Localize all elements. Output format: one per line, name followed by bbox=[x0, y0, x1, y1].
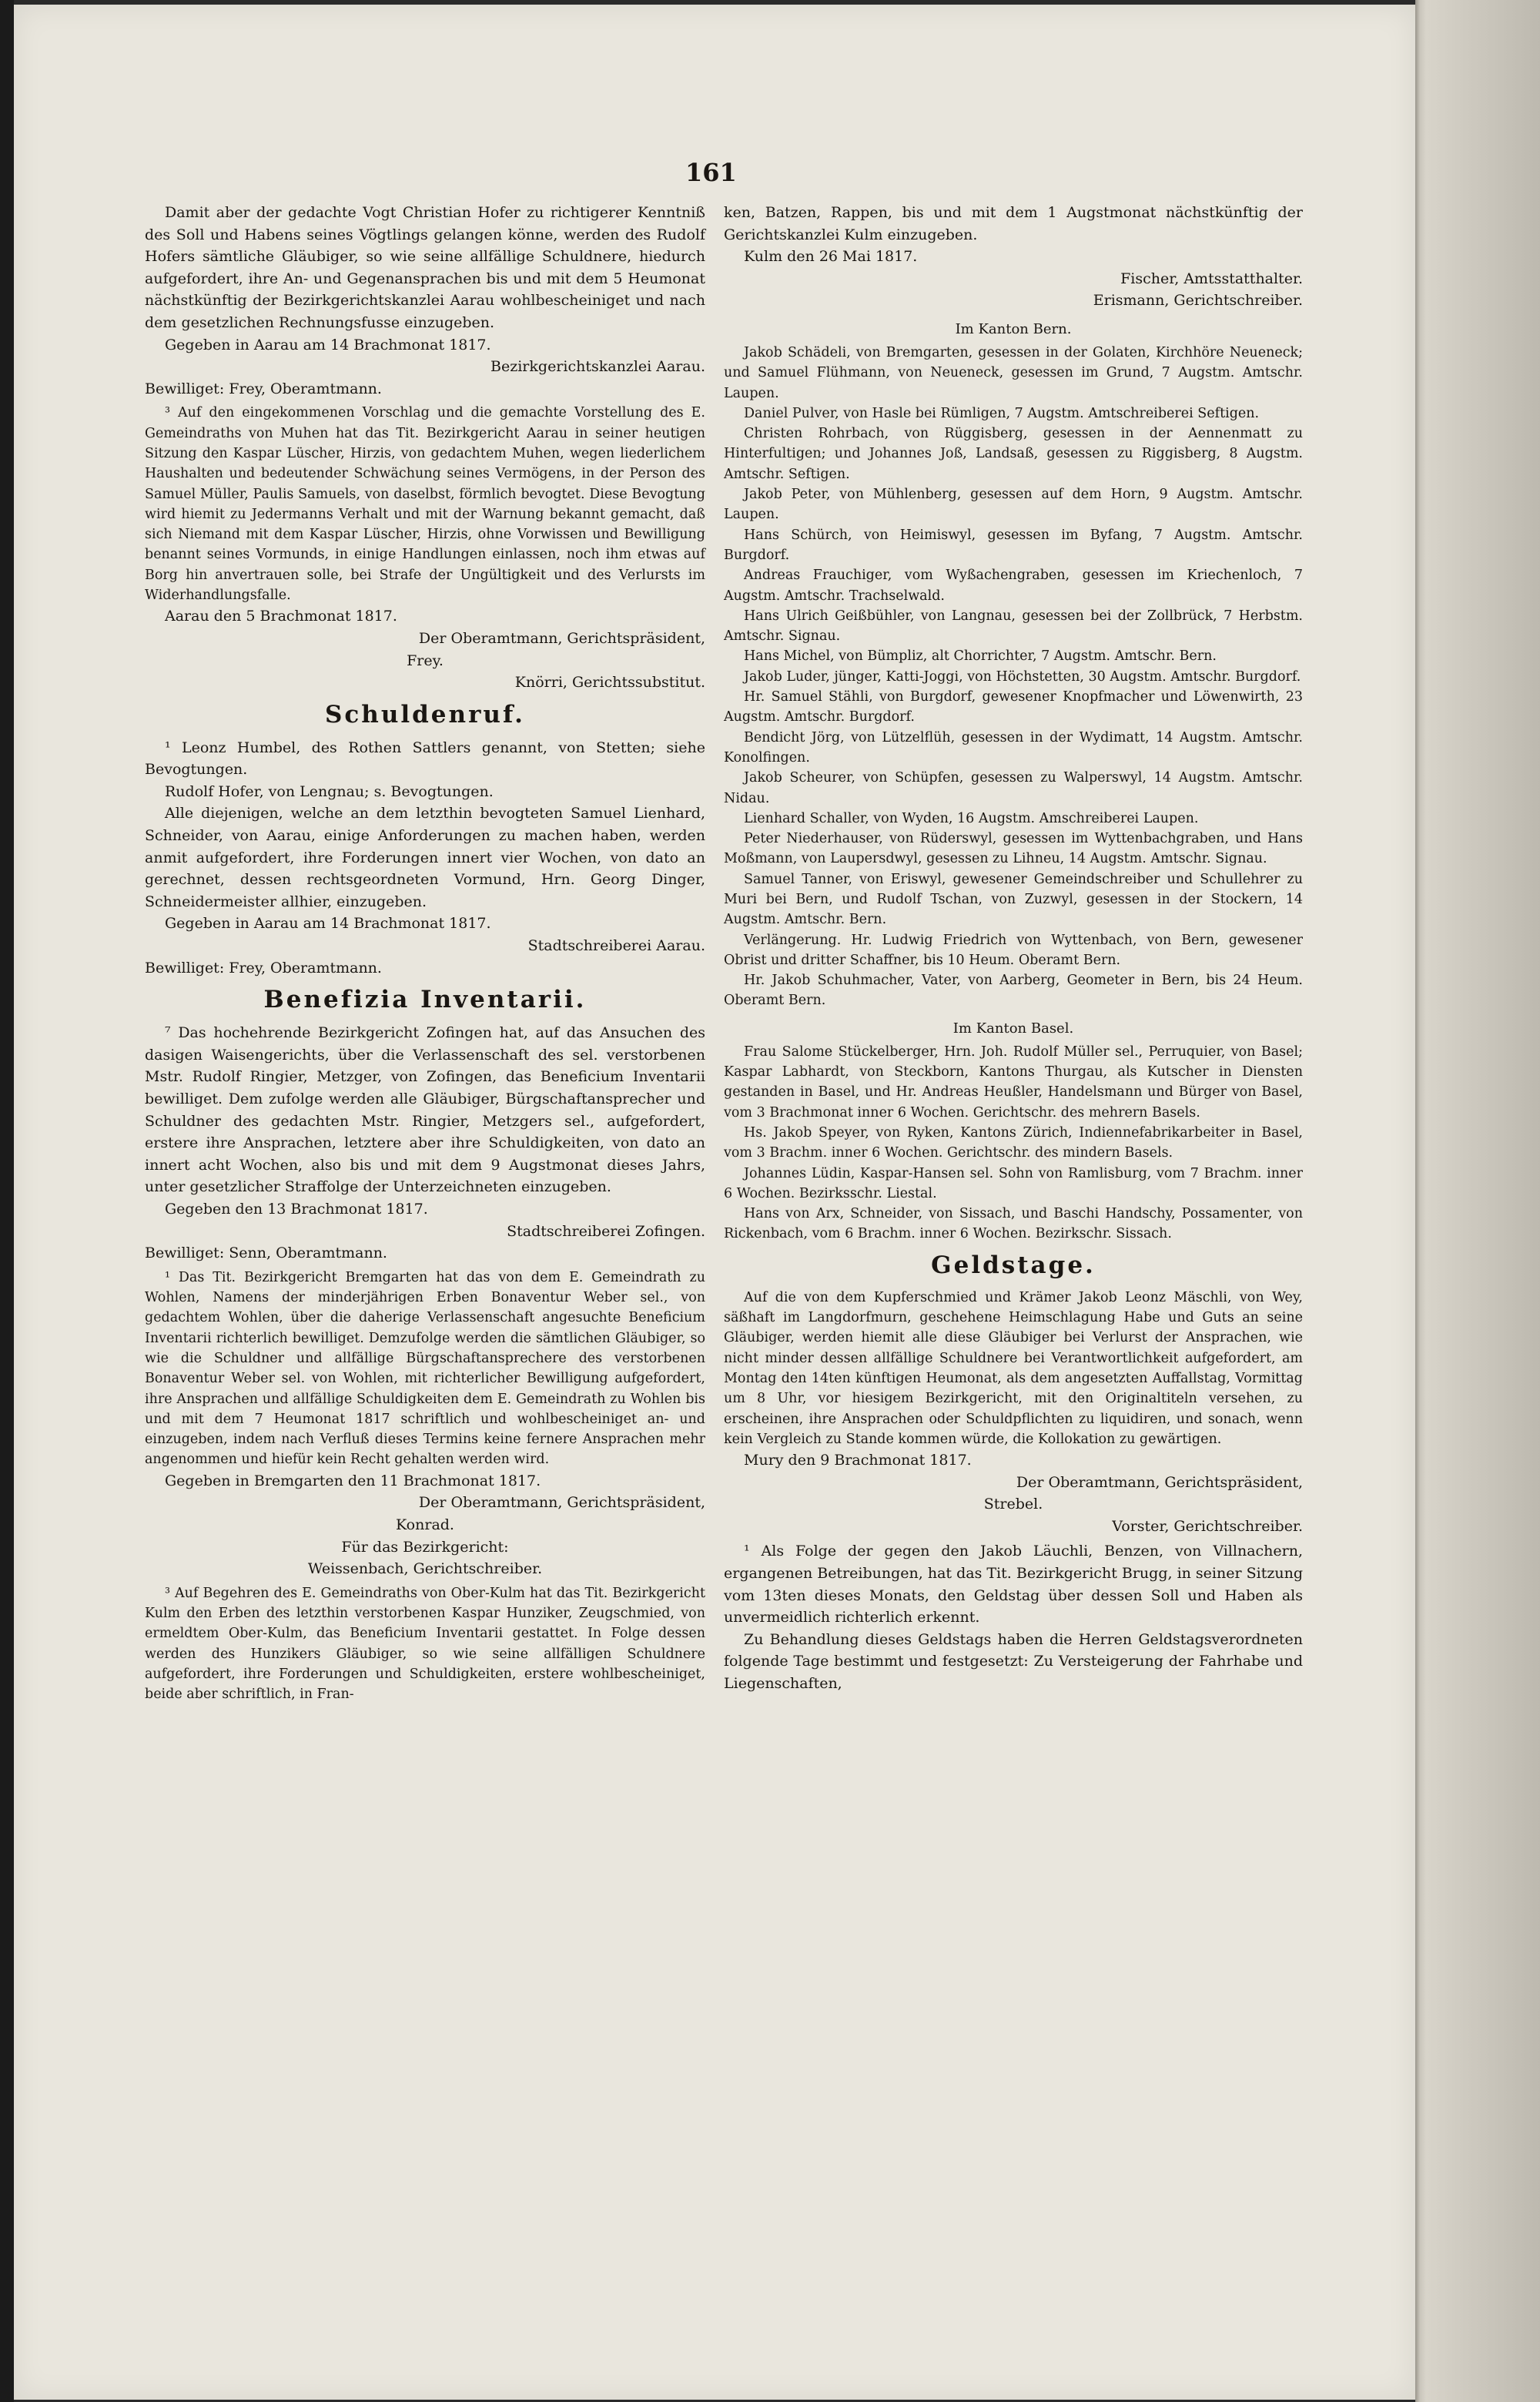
bern-entry: Daniel Pulver, von Hasle bei Rümligen, 7 Augstm. Amtschreiberei Seftigen. bbox=[744, 405, 1260, 421]
bern-entry: Hans Ulrich Geißbühler, von Langnau, gesessen bei der Zollbrück, 7 Herbstm. Amtschr. Signau. bbox=[724, 608, 1303, 645]
benefizia-ringier-body: ⁷ Das hochehrende Bezirkgericht Zofingen hat, auf das Ansuchen des dasigen Waisengerichts, über die Verlassenschaft des sel. verstorbenen Mstr. Rudolf Ringier, Metzger, von Zofingen, das Beneficium Inventarii bewilliget. Dem zufolge werden alle Gläubiger, Bürgschaftansprecher und Schuldner des gedachten Mstr. Ringier, Metzgers sel., aufgefordert, erstere ihre Ansprachen, letztere aber ihre Schuldigkeiten, von dato an innert acht Wochen, also bis und mit dem 9 Augstmonat dieses Jahrs, unter gesetzlicher Straffolge der Unterzeichneten einzugeben. bbox=[145, 1024, 705, 1196]
geldstag-laeuchli-dates: Zu Behandlung dieses Geldstags haben die Herren Geldstagsverordneten folgende Tage bestimmt und festgesetzt: Zu Versteigerung der Fahrhabe und Liegenschaften, bbox=[724, 1630, 1303, 1693]
notice-luescher-sign-name: Frey. bbox=[407, 652, 444, 669]
benefizia-hunziker-body: ³ Auf Begehren des E. Gemeindraths von Ober-Kulm hat das Tit. Bezirkgericht Kulm den Erben des letzthin verstorbenen Kaspar Hunziker, Zeugschmied, von ermeldtem Ober-Kulm, das Beneficium Inventarii gestattet. In Folge dessen werden des Hunzikers Gläubiger, so wie seine allfälligen Schuldnere aufgefordert, ihre Forderungen und Schuldigkeiten, erstere wohlbescheiniget, beide aber schriftlich, in Fran- bbox=[145, 1585, 705, 1703]
benefizia-weber-sign-name: Konrad. bbox=[396, 1516, 454, 1533]
right-column bbox=[724, 202, 1303, 1695]
benefizia-weber-clerk: Weissenbach, Gerichtschreiber. bbox=[307, 1560, 543, 1578]
bern-entry: Jakob Scheurer, von Schüpfen, gesessen zu Walperswyl, 14 Augstm. Amtschr. Nidau. bbox=[724, 770, 1303, 806]
heading-geldstage: Geldstage. bbox=[931, 1251, 1096, 1279]
bern-entry: Andreas Frauchiger, vom Wyßachengraben, gesessen im Kriechenloch, 7 Augstm. Amtschr. Trachselwald. bbox=[724, 568, 1303, 604]
kulm-date: Kulm den 26 Mai 1817. bbox=[744, 248, 918, 266]
schuldenruf-hofer: Rudolf Hofer, von Lengnau; s. Bevogtungen. bbox=[165, 782, 494, 800]
notice-luescher-date: Aarau den 5 Brachmonat 1817. bbox=[165, 608, 397, 625]
benefizia-ringier-date: Gegeben den 13 Brachmonat 1817. bbox=[165, 1200, 428, 1218]
subheading-bern: Im Kanton Bern. bbox=[955, 320, 1072, 337]
bern-entry: Bendicht Jörg, von Lützelflüh, gesessen in der Wydimatt, 14 Augstm. Amtschr. Konolfingen. bbox=[724, 729, 1303, 765]
notice-luescher-substitut: Knörri, Gerichtssubstitut. bbox=[514, 674, 705, 692]
schuldenruf-lienhard-body: Alle diejenigen, welche an dem letzthin bevogteten Samuel Lienhard, Schneider, von Aarau, einige Anforderungen zu machen haben, werden anmit aufgefordert, ihre Forderungen innert vier Wochen, von dato an gerechnet, dessen rechtsgeordneten Vormund, Hrn. Georg Dinger, Schneidermeister allhier, einzugeben. bbox=[145, 805, 705, 910]
bern-list bbox=[724, 343, 1303, 930]
notice-hofer-approved: Bewilliget: Frey, Oberamtmann. bbox=[145, 380, 382, 397]
schuldenruf-lienhard-approved: Bewilliget: Frey, Oberamtmann. bbox=[145, 959, 382, 977]
basel-entry: Johannes Lüdin, Kaspar-Hansen sel. Sohn von Ramlisburg, vom 7 Brachm. inner 6 Wochen. Bezirksschr. Liestal. bbox=[724, 1165, 1303, 1201]
basel-entry: Hs. Jakob Speyer, von Ryken, Kantons Zürich, Indiennefabrikarbeiter in Basel, vom 3 Brachm. inner 6 Wochen. Gerichtschr. des mindern Basels. bbox=[724, 1124, 1303, 1161]
subheading-basel: Im Kanton Basel. bbox=[952, 1020, 1074, 1037]
notice-hofer-date: Gegeben in Aarau am 14 Brachmonat 1817. bbox=[165, 336, 491, 353]
geldstag-laeuchli: ¹ Als Folge der gegen den Jakob Läuchli, Benzen, von Villnachern, ergangenen Betreibungen, hat das Tit. Bezirkgericht Brugg, in seiner Sitzung vom 13ten dieses Monats, den Geldstag über dessen Soll und Haben als unvermeidlich richterlich erkennt. bbox=[724, 1543, 1303, 1626]
notice-luescher-sign: Der Oberamtmann, Gerichtspräsident, bbox=[418, 629, 705, 647]
geldstag-maeschli-sign: Der Oberamtmann, Gerichtspräsident, bbox=[1016, 1473, 1303, 1491]
benefizia-ringier-approved: Bewilliget: Senn, Oberamtmann. bbox=[145, 1245, 387, 1262]
benefizia-weber-date: Gegeben in Bremgarten den 11 Brachmonat 1817. bbox=[165, 1472, 541, 1489]
bern-verlaengerung: Verlängerung. Hr. Ludwig Friedrich von Wyttenbach, von Bern, gewesener Obrist und dritter Schaffner, bis 10 Heum. Oberamt Bern. bbox=[724, 932, 1303, 968]
left-column bbox=[145, 202, 705, 1704]
kulm-sign-statthalter: Fischer, Amtsstatthalter. bbox=[1120, 270, 1303, 287]
benefizia-weber-court: Für das Bezirkgericht: bbox=[341, 1538, 509, 1556]
page-stack-edge bbox=[1415, 0, 1540, 2402]
geldstag-maeschli-date: Mury den 9 Brachmonat 1817. bbox=[744, 1452, 972, 1469]
notice-hofer-body: Damit aber der gedachte Vogt Christian Hofer zu richtigerer Kenntniß des Soll und Habens seines Vögtlings gelangen könne, werden des Rudolf Hofers sämtliche Gläubiger, so wie seine allfällige Schuldnere, hiedurch aufgefordert, ihre An- und Gegenansprachen bis und mit dem 5 Heumonat nächstkünftig der Bezirkgerichtskanzlei Aarau wohlbescheiniget und nach dem gesetzlichen Rechnungsfusse einzugeben. bbox=[145, 204, 705, 331]
bern-entry: Peter Niederhauser, von Rüderswyl, gesessen im Wyttenbachgraben, und Hans Moßmann, von Laupersdwyl, gesessen zu Lihneu, 14 Augstm. Amtschr. Signau. bbox=[724, 831, 1303, 867]
geldstag-maeschli-body: Auf die von dem Kupferschmied und Krämer Jakob Leonz Mäschli, von Wey, säßhaft im Langdorfmurn, geschehene Heimschlagung Habe und Guts an seine Gläubiger, werden hiemit alle diese Gläubiger bei Verlurst der Ansprachen, wie nicht minder dessen allfällige Schuldnere bei Verantwortlichkeit aufgefordert, am Montag den 14ten künftigen Heumonat, als dem angesetzten Auffallstag, Vormittag um 8 Uhr, vor hiesigem Bezirkgericht, mit den Originaltiteln versehen, zu erscheinen, ihre Ansprachen oder Schuldpflichten zu liquidiren, und sonach, wenn kein Vergleich zu Stande kommen würde, die Kollokation zu gewärtigen. bbox=[724, 1289, 1303, 1447]
kulm-continuation: ken, Batzen, Rappen, bis und mit dem 1 Augstmonat nächstkünftig der Gerichtskanzlei Kulm einzugeben. bbox=[724, 204, 1303, 243]
bern-entry: Jakob Luder, jünger, Katti-Joggi, von Höchstetten, 30 Augstm. Amtschr. Burgdorf. bbox=[744, 668, 1301, 685]
schuldenruf-lienhard-office: Stadtschreiberei Aarau. bbox=[527, 937, 705, 955]
benefizia-ringier-office: Stadtschreiberei Zofingen. bbox=[507, 1222, 705, 1240]
bern-entry: Lienhard Schaller, von Wyden, 16 Augstm. Amschreiberei Laupen. bbox=[744, 810, 1199, 826]
bern-entry: Samuel Tanner, von Eriswyl, gewesener Gemeindschreiber und Schullehrer zu Muri bei Bern, und Rudolf Tschan, von Zuzwyl, gesessen in der Stockern, 14 Augstm. Amtschr. Bern. bbox=[724, 871, 1303, 928]
benefizia-weber-sign: Der Oberamtmann, Gerichtspräsident, bbox=[418, 1494, 705, 1512]
notice-luescher-body: ³ Auf den eingekommenen Vorschlag und die gemachte Vorstellung des E. Gemeindraths von Muhen hat das Tit. Bezirkgericht Aarau in seiner heutigen Sitzung den Kaspar Lüscher, Hirzis, von gedachtem Muhen, wegen liederlichem Haushalten und bedeutender Schwächung seines Vermögens, in der Person des Samuel Müller, Paulis Samuels, von daselbst, förmlich bevogtet. Diese Bevogtung wird hiemit zu Jedermanns Verhalt und mit der Warnung bekannt gemacht, daß sich Niemand mit dem Kaspar Lüscher, Hirzis, ohne Vorwissen und Bewilligung benannt seines Vormunds, in einige Handlungen einlassen, noch ihm etwas auf Borg hin anvertrauen solle, bei Strafe der Ungültigkeit und des Verlursts im Widerhandlungsfalle. bbox=[145, 405, 705, 604]
basel-entry: Frau Salome Stückelberger, Hrn. Joh. Rudolf Müller sel., Perruquier, von Basel; Kaspar Labhardt, von Steckborn, Kantons Thurgau, als Kutscher in Diensten gestanden in Basel, und Hr. Andreas Heußler, Handelsmann und Bürger von Basel, vom 3 Brachmonat inner 6 Wochen. Gerichtschr. des mehrern Basels. bbox=[724, 1044, 1303, 1121]
bern-entry: Christen Rohrbach, von Rüggisberg, gesessen in der Aennenmatt zu Hinterfultigen; und Johannes Joß, Landsaß, gesessen zu Riggisberg, 8 Augstm. Amtschr. Seftigen. bbox=[724, 426, 1303, 482]
geldstag-maeschli-clerk: Vorster, Gerichtschreiber. bbox=[1112, 1517, 1303, 1535]
page-number: 161 bbox=[685, 158, 737, 187]
bern-entry: Hans Michel, von Bümpliz, alt Chorrichter, 7 Augstm. Amtschr. Bern. bbox=[744, 648, 1217, 665]
bern-entry: Hans Schürch, von Heimiswyl, gesessen im Byfang, 7 Augstm. Amtschr. Burgdorf. bbox=[724, 527, 1303, 563]
schuldenruf-lienhard-date: Gegeben in Aarau am 14 Brachmonat 1817. bbox=[165, 915, 491, 933]
bern-entry: Hr. Samuel Stähli, von Burgdorf, gewesener Knopfmacher und Löwenwirth, 23 Augstm. Amtschr. Burgdorf. bbox=[724, 689, 1303, 725]
heading-benefizia: Benefizia Inventarii. bbox=[263, 986, 587, 1014]
bern-schuhmacher: Hr. Jakob Schuhmacher, Vater, von Aarberg, Geometer in Bern, bis 24 Heum. Oberamt Bern. bbox=[724, 973, 1303, 1009]
kulm-sign-clerk: Erismann, Gerichtschreiber. bbox=[1093, 292, 1303, 310]
notice-hofer-office: Bezirkgerichtskanzlei Aarau. bbox=[490, 358, 705, 376]
scan-left-border bbox=[0, 0, 14, 2402]
bern-entry: Jakob Schädeli, von Bremgarten, gesessen in der Golaten, Kirchhöre Neueneck; und Samuel Flühmann, von Neueneck, gesessen im Grund, 7 Augstm. Amtschr. Laupen. bbox=[724, 344, 1303, 401]
benefizia-weber-body: ¹ Das Tit. Bezirkgericht Bremgarten hat das von dem E. Gemeindrath zu Wohlen, Namens der minderjährigen Erben Bonaventur Weber sel., von gedachtem Wohlen, über die daherige Verlassenschaft angesuchte Beneficium Inventarii richterlich bewilliget. Demzufolge werden die sämtlichen Gläubiger, so wie die Schuldner und allfällige Bürgschaftansprechere des verstorbenen Bonaventur Weber sel. von Wohlen, mit richterlicher Bewilligung aufgefordert, ihre Ansprachen und allfällige Schuldigkeiten dem E. Gemeindrath zu Wohlen bis und mit dem 7 Heumonat 1817 schriftlich und wohlbescheiniget an- und einzugeben, indem nach Verfluß dieses Termins keine fernere Ansprachen mehr angenommen und hiefür kein Recht gehalten werden wird. bbox=[145, 1269, 705, 1468]
geldstag-maeschli-sign-name: Strebel. bbox=[983, 1496, 1043, 1513]
basel-list bbox=[724, 1042, 1303, 1245]
heading-schuldenruf: Schuldenruf. bbox=[325, 700, 525, 729]
schuldenruf-humbel: ¹ Leonz Humbel, des Rothen Sattlers genannt, von Stetten; siehe Bevogtungen. bbox=[145, 739, 705, 779]
bern-entry: Jakob Peter, von Mühlenberg, gesessen auf dem Horn, 9 Augstm. Amtschr. Laupen. bbox=[724, 487, 1303, 523]
basel-entry: Hans von Arx, Schneider, von Sissach, und Baschi Handschy, Possamenter, von Rickenbach, vom 6 Brachm. inner 6 Wochen. Bezirkschr. Sissach. bbox=[724, 1206, 1303, 1242]
